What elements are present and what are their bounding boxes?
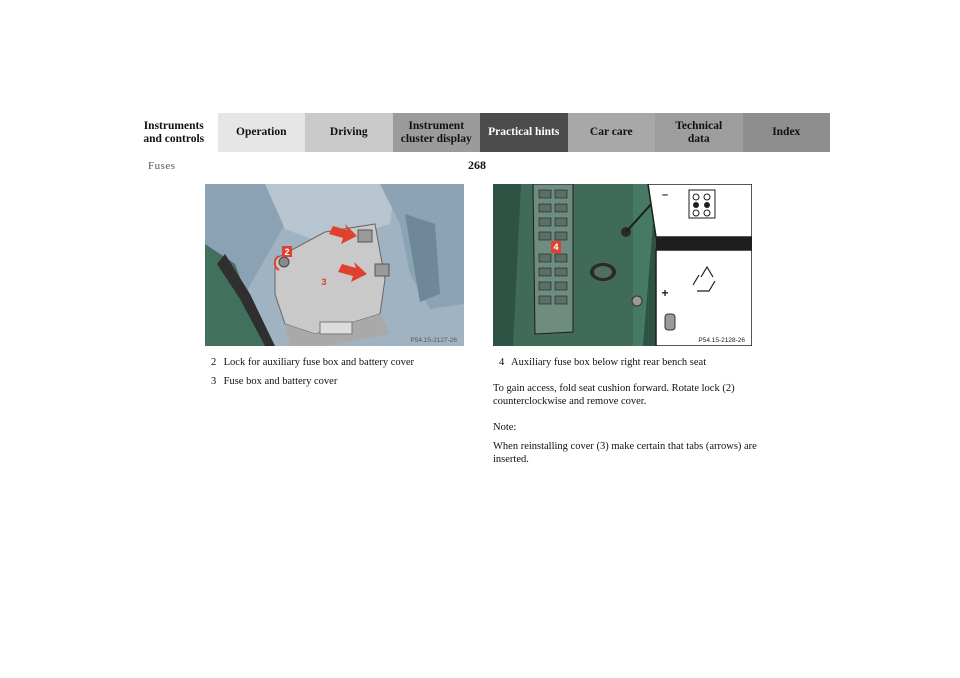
plus-terminal-label: + bbox=[661, 286, 669, 300]
battery-warning-icon bbox=[689, 190, 715, 218]
callout-3: 3 bbox=[321, 277, 327, 287]
caption-text: Lock for auxiliary fuse box and battery cover bbox=[223, 357, 415, 368]
auxiliary-fuse-box-illustration bbox=[493, 184, 752, 346]
tab-label: Instrument cluster display bbox=[400, 119, 472, 145]
caption-item bbox=[211, 356, 414, 370]
figure-code: P54.15-2127-26 bbox=[410, 337, 457, 344]
tab-practical-hints[interactable] bbox=[480, 113, 568, 152]
caption-text: Auxiliary fuse box below right rear bench seat bbox=[511, 357, 707, 368]
tab-label: Driving bbox=[329, 126, 368, 138]
tab-label: Practical hints bbox=[488, 126, 560, 138]
note-label: Note: bbox=[493, 422, 517, 433]
tab-instruments-and-controls[interactable] bbox=[130, 113, 218, 152]
caption-number: 4 bbox=[499, 357, 505, 368]
caption-item bbox=[211, 375, 337, 389]
figure-fuse-box-cover bbox=[205, 184, 464, 346]
tab-label: Instruments and controls bbox=[143, 119, 205, 145]
tab-label: Technical data bbox=[675, 119, 723, 145]
caption-number: 2 bbox=[211, 357, 217, 368]
tab-label: Car care bbox=[589, 126, 633, 138]
section-title: Fuses bbox=[148, 160, 176, 172]
chapter-nav bbox=[130, 113, 830, 152]
minus-terminal-label: – bbox=[661, 189, 669, 201]
tab-label: Index bbox=[772, 126, 801, 138]
figure-auxiliary-fuse-box bbox=[493, 184, 752, 346]
caption-item bbox=[499, 356, 706, 370]
caption-number: 3 bbox=[211, 376, 217, 387]
instructions-text: To gain access, fold seat cushion forward. Rotate lock (2) counterclockwise and remove cover. bbox=[493, 383, 735, 407]
note-text: When reinstalling cover (3) make certain that tabs (arrows) are inserted. bbox=[493, 441, 757, 465]
tab-car-care[interactable] bbox=[568, 113, 656, 152]
tab-index[interactable] bbox=[743, 113, 831, 152]
callout-4: 4 bbox=[553, 242, 559, 252]
caption-text: Fuse box and battery cover bbox=[223, 376, 338, 387]
tab-instrument-cluster-display[interactable] bbox=[393, 113, 481, 152]
callout-2: 2 bbox=[284, 247, 290, 257]
fuse-box-cover-illustration bbox=[205, 184, 464, 346]
tab-driving[interactable] bbox=[305, 113, 393, 152]
figure-code: P54.15-2128-26 bbox=[698, 337, 745, 344]
tab-operation[interactable] bbox=[218, 113, 306, 152]
page-number: 268 bbox=[468, 158, 486, 172]
tab-label: Operation bbox=[236, 126, 287, 138]
tab-technical-data[interactable] bbox=[655, 113, 743, 152]
